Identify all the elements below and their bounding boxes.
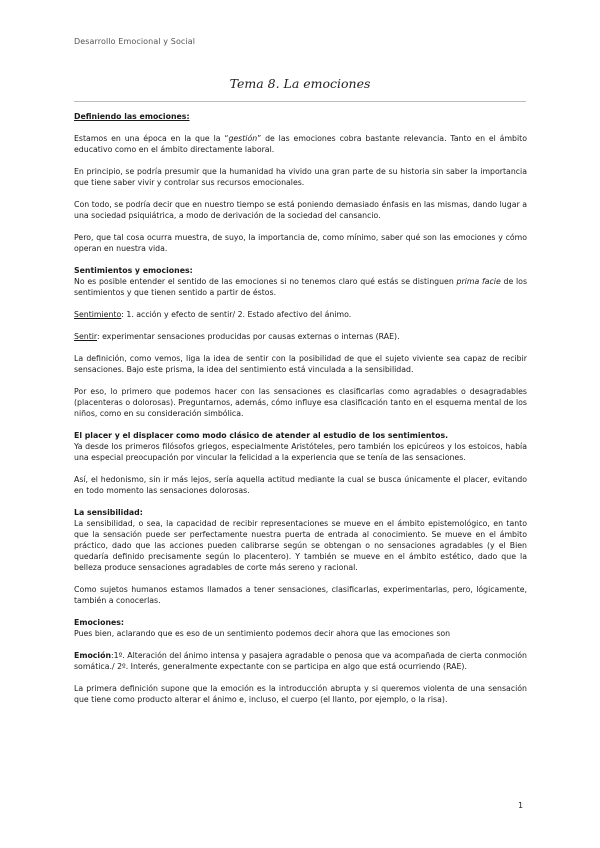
definition-text: :1º. Alteración del ánimo intensa y pasajera agradable o penosa que va acompañada de cierta conmoción somática./ 2º. Interés, generalmente expectante con se participa en algo que está ocurriendo (RAE). xyxy=(74,651,527,671)
section-heading-emociones: Emociones: xyxy=(74,618,125,627)
section-heading-sentimientos: Sentimientos y emociones: xyxy=(74,266,193,275)
paragraph: Pues bien, aclarando que es eso de un sentimiento podemos decir ahora que las emociones son xyxy=(74,629,451,638)
page-number: 1 xyxy=(518,801,524,810)
definition-text: : experimentar sensaciones producidas por causas externas o internas (RAE). xyxy=(96,332,400,341)
paragraph: Como sujetos humanos estamos llamados a tener sensaciones, clasificarlas, experimentarlas, pero, lógicamente, también a conocerlas. xyxy=(74,585,527,605)
paragraph xyxy=(74,276,527,298)
section-heading-placer: El placer y el displacer como modo clásico de atender al estudio de los sentimientos. xyxy=(74,431,449,440)
page-title: Tema 8. La emociones xyxy=(229,76,371,91)
emphasis-text: prima facie xyxy=(456,277,501,286)
running-header: Desarrollo Emocional y Social xyxy=(74,37,196,46)
definition-term: Sentir xyxy=(74,332,97,341)
definition-term: Emoción xyxy=(74,651,112,660)
paragraph: Así, el hedonismo, sin ir más lejos, sería aquella actitud mediante la cual se busca únicamente el placer, evitando en todo momento las sensaciones dolorosas. xyxy=(74,475,527,495)
paragraph: La primera definición supone que la emoción es la introducción abrupta y si queremos violenta de una sensación que tiene como producto alterar el ánimo e, incluso, el cuerpo (el llanto, por ejemplo, o la risa). xyxy=(74,684,527,704)
title-divider xyxy=(74,101,526,102)
section-heading-sensibilidad: La sensibilidad: xyxy=(74,508,143,517)
text-run: de los sentimientos y que tienen sentido a partir de éstos. xyxy=(74,277,528,297)
text-run: No es posible entender el sentido de las emociones si no tenemos claro qué estás se distinguen xyxy=(74,277,457,286)
document-body xyxy=(74,111,527,705)
paragraph: En principio, se podría presumir que la humanidad ha vivido una gran parte de su historia sin saber la importancia que tiene saber vivir y controlar sus recursos emocionales. xyxy=(74,167,527,187)
definition-sentir xyxy=(74,331,527,342)
text-run: Estamos en una época en la que la “ xyxy=(74,134,229,143)
paragraph xyxy=(74,133,527,155)
paragraph: La sensibilidad, o sea, la capacidad de recibir representaciones se mueve en el ámbito epistemológico, en tanto que la sensación puede ser perfectamente nuestra puerta de entrada al conocimiento. Se mueve en el ámbito práctico, dado que las acciones pueden calibrarse según se obtengan o no sensaciones agradables (y el Bien quedaría definido precisamente según lo placentero). Y también se mueve en el ámbito estético, dado que la belleza produce sensaciones agradables de corte más sereno y racional. xyxy=(74,519,527,572)
definition-sentimiento xyxy=(74,309,527,320)
section-heading-definiendo: Definiendo las emociones: xyxy=(74,112,190,121)
text-run: ” de las emociones cobra bastante relevancia. Tanto en el ámbito educativo como en el ámbito directamente laboral. xyxy=(74,134,527,154)
definition-emocion xyxy=(74,650,527,672)
paragraph: Pero, que tal cosa ocurra muestra, de suyo, la importancia de, como mínimo, saber qué son las emociones y cómo operan en nuestra vida. xyxy=(74,233,527,253)
paragraph: Ya desde los primeros filósofos griegos, especialmente Aristóteles, pero también los epicúreos y los estoicos, había una especial preocupación por vincular la felicidad a la experiencia que se tenía de las sensaciones. xyxy=(74,442,527,462)
paragraph: Por eso, lo primero que podemos hacer con las sensaciones es clasificarlas como agradables o desagradables (placenteras o dolorosas). Preguntarnos, además, cómo influye esa clasificación tanto en el esquema mental de los niños, como en su consideración simbólica. xyxy=(74,387,527,418)
paragraph: La definición, como vemos, liga la idea de sentir con la posibilidad de que el sujeto viviente sea capaz de recibir sensaciones. Bajo este prisma, la idea del sentimiento está vinculada a la sensibilidad. xyxy=(74,354,527,374)
definition-term: Sentimiento xyxy=(74,310,122,319)
paragraph: Con todo, se podría decir que en nuestro tiempo se está poniendo demasiado énfasis en las mismas, dando lugar a una sociedad psiquiátrica, a modo de derivación de la sociedad del cansancio. xyxy=(74,200,527,220)
emphasis-text: gestión xyxy=(228,134,258,143)
definition-text: : 1. acción y efecto de sentir/ 2. Estado afectivo del ánimo. xyxy=(121,310,352,319)
